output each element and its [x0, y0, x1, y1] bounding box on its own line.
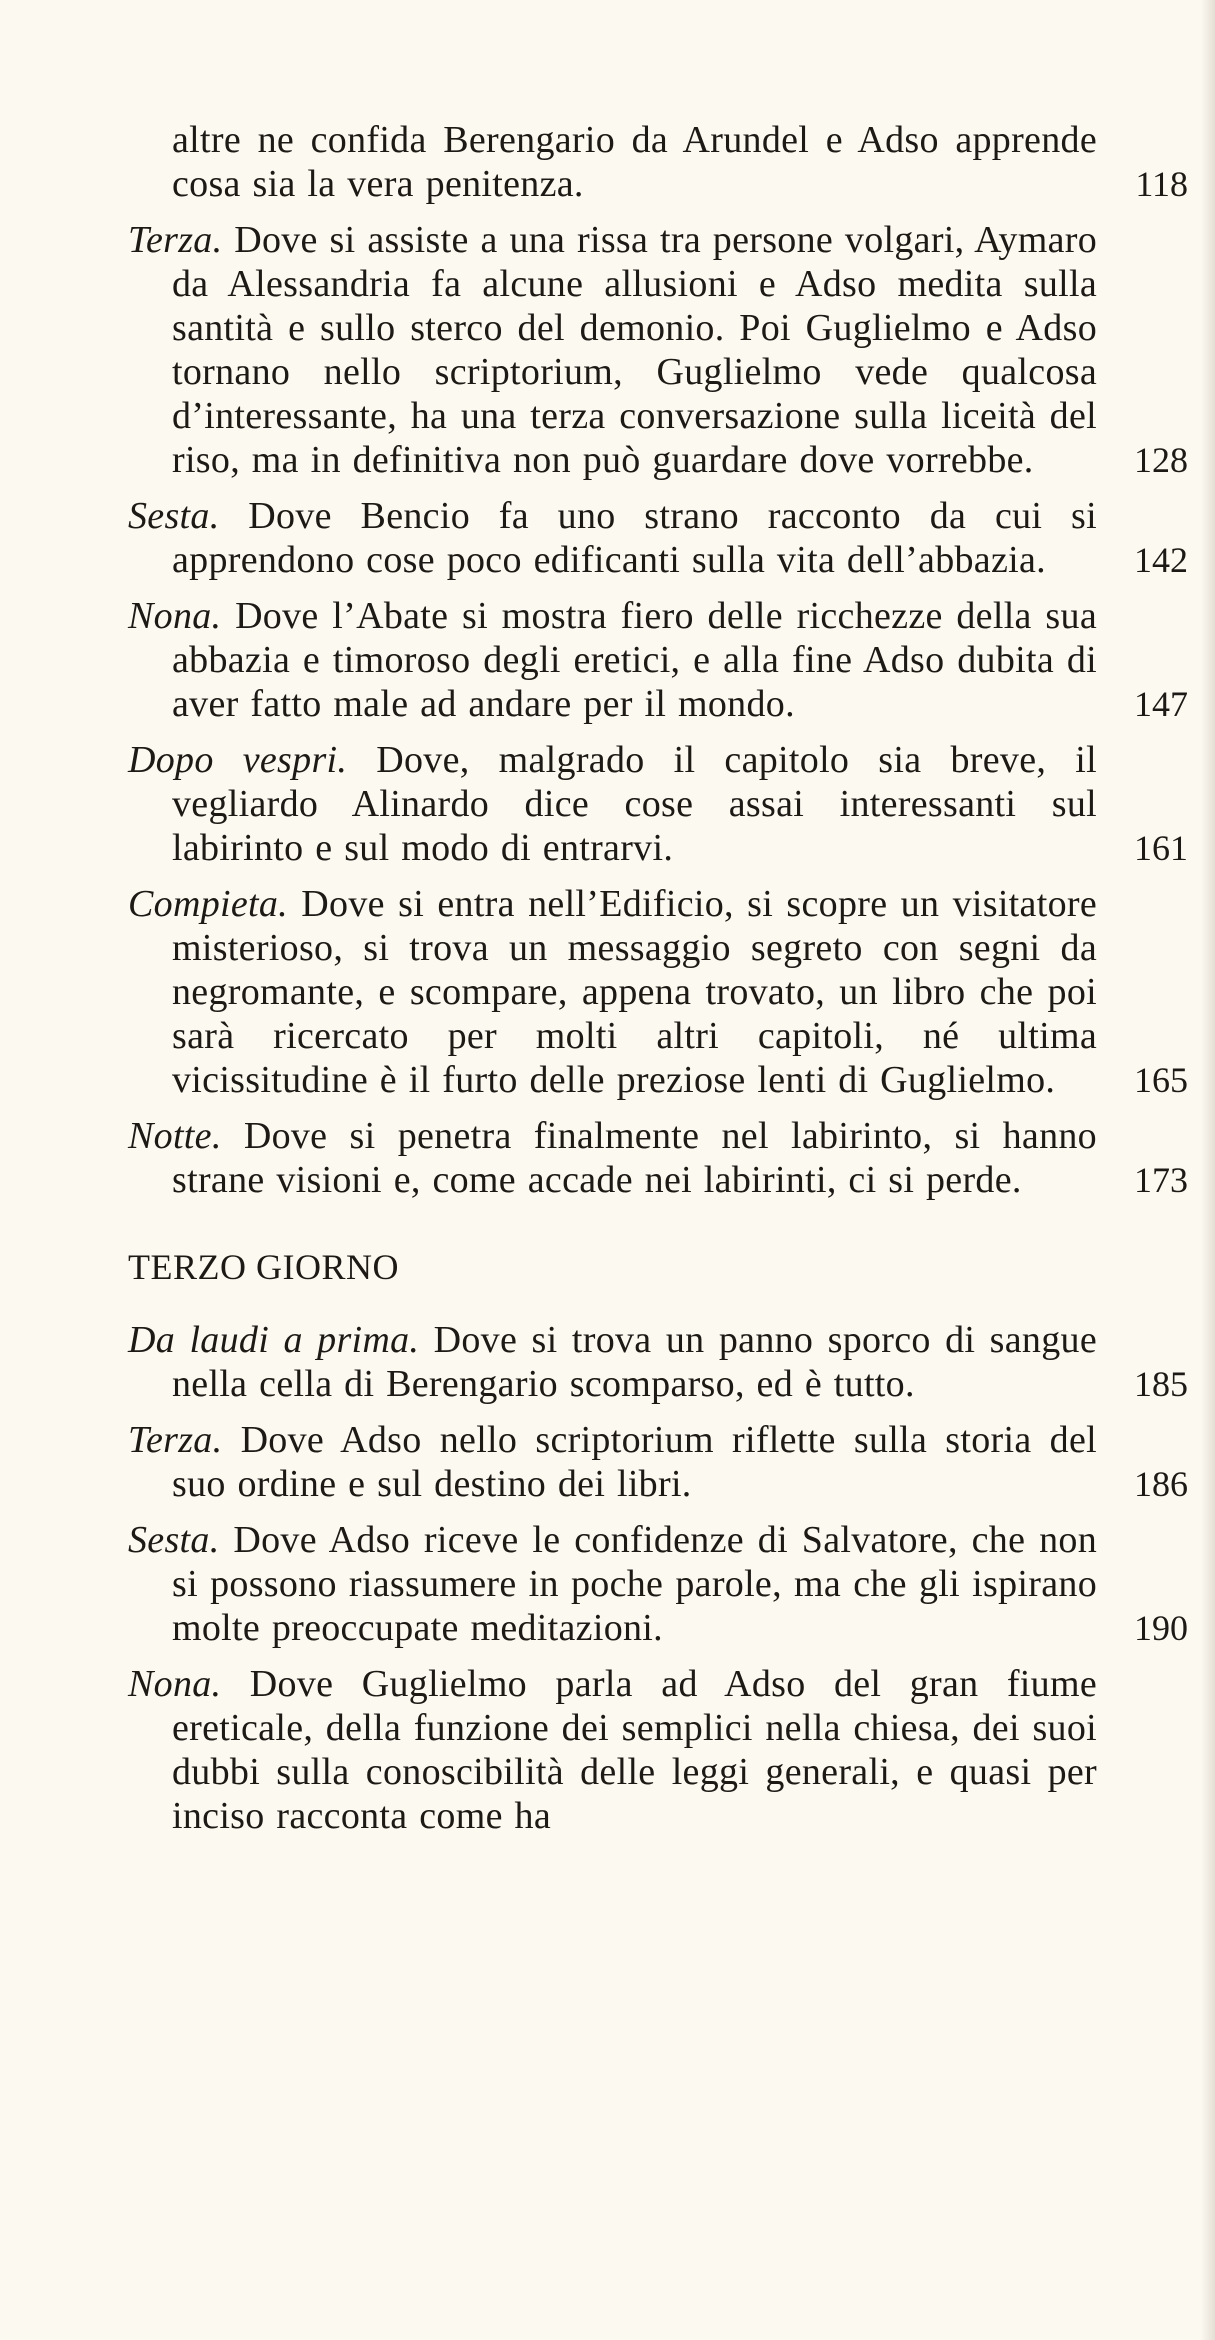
- page-number: 190: [1134, 1608, 1188, 1648]
- page-number: 128: [1134, 440, 1188, 480]
- toc-entry: [128, 118, 1188, 206]
- canonical-hour-label: Notte.: [128, 1115, 222, 1157]
- page-number: 173: [1134, 1160, 1188, 1200]
- toc-entry-text: [128, 118, 1097, 206]
- toc-entry: [128, 1662, 1188, 1838]
- toc-entry: [128, 1114, 1188, 1202]
- toc-entry-text: [128, 494, 1097, 582]
- chapter-description: Dove Adso nello scriptorium riflette sulla storia del suo ordine e sul destino dei libri.: [172, 1419, 1097, 1505]
- canonical-hour-label: Terza.: [128, 219, 223, 261]
- toc-entry: [128, 494, 1188, 582]
- toc-entry: [128, 1518, 1188, 1650]
- toc-entry: [128, 218, 1188, 482]
- canonical-hour-label: Compieta.: [128, 883, 288, 925]
- toc-entry-text: [128, 1662, 1097, 1838]
- page-number: 142: [1134, 540, 1188, 580]
- page-number: 185: [1134, 1364, 1188, 1404]
- toc-entry-text: [128, 1418, 1097, 1506]
- toc-entry-text: [128, 1318, 1097, 1406]
- toc-entry-text: [128, 218, 1097, 482]
- toc-entry: [128, 1418, 1188, 1506]
- chapter-description: Dove si trova un panno sporco di sangue nella cella di Berengario scomparso, ed è tutto.: [172, 1319, 1097, 1405]
- toc-entry-text: [128, 1114, 1097, 1202]
- page-number: 118: [1135, 164, 1188, 204]
- page-edge-shadow: [1201, 0, 1215, 2340]
- chapter-description: Dove l’Abate si mostra fiero delle ricchezze della sua abbazia e timoroso degli eretici, e alla fine Adso dubita di aver fatto male ad andare per il mondo.: [172, 595, 1097, 725]
- chapter-description: Dove Adso riceve le confidenze di Salvatore, che non si possono riassumere in poche parole, ma che gli ispirano molte preoccupate meditazioni.: [172, 1519, 1097, 1649]
- toc-entry-text: [128, 1518, 1097, 1650]
- page-number: 165: [1134, 1060, 1188, 1100]
- page-number: 147: [1134, 684, 1188, 724]
- toc-entry: [128, 882, 1188, 1102]
- page-number: 186: [1134, 1464, 1188, 1504]
- canonical-hour-label: Nona.: [128, 1663, 222, 1705]
- toc-entry-text: [128, 738, 1097, 870]
- toc-entry: [128, 1318, 1188, 1406]
- chapter-description: Dove, malgrado il capitolo sia breve, il vegliardo Alinardo dice cose assai interessanti sul labirinto e sul modo di entrarvi.: [172, 739, 1097, 869]
- toc-entry: [128, 594, 1188, 726]
- toc-section-third-day: [128, 1318, 1188, 1838]
- section-heading: TERZO GIORNO: [128, 1247, 399, 1287]
- chapter-description: Dove Guglielmo parla ad Adso del gran fiume ereticale, della funzione dei semplici nella chiesa, dei suoi dubbi sulla conoscibilità delle leggi generali, e quasi per inciso racconta come ha: [172, 1663, 1097, 1837]
- canonical-hour-label: Sesta.: [128, 1519, 220, 1561]
- canonical-hour-label: Dopo vespri.: [128, 739, 348, 781]
- page-number: 161: [1134, 828, 1188, 868]
- toc-section-second-day-continued: [128, 118, 1188, 1202]
- canonical-hour-label: Nona.: [128, 595, 222, 637]
- canonical-hour-label: Terza.: [128, 1419, 223, 1461]
- chapter-description: altre ne confida Berengario da Arundel e Adso apprende cosa sia la vera penitenza.: [172, 119, 1097, 205]
- canonical-hour-label: Da laudi a prima.: [128, 1319, 420, 1361]
- chapter-description: Dove si penetra finalmente nel labirinto, si hanno strane visioni e, come accade nei labirinti, ci si perde.: [172, 1115, 1097, 1201]
- toc-entry-text: [128, 594, 1097, 726]
- chapter-description: Dove Bencio fa uno strano racconto da cui si apprendono cose poco edificanti sulla vita dell’abbazia.: [172, 495, 1097, 581]
- canonical-hour-label: Sesta.: [128, 495, 220, 537]
- table-of-contents-page: [128, 118, 1188, 1850]
- chapter-description: Dove si entra nell’Edificio, si scopre un visitatore misterioso, si trova un messaggio segreto con segni da negromante, e scompare, appena trovato, un libro che poi sarà ricercato per molti altri capitoli, né ultima vicissitudine è il furto delle preziose lenti di Guglielmo.: [172, 883, 1097, 1101]
- toc-entry-text: [128, 882, 1097, 1102]
- toc-entry: [128, 738, 1188, 870]
- chapter-description: Dove si assiste a una rissa tra persone volgari, Aymaro da Alessandria fa alcune allusioni e Adso medita sulla santità e sullo sterco del demonio. Poi Guglielmo e Adso tornano nello scriptorium, Guglielmo vede qualcosa d’interessante, ha una terza conversazione sulla liceità del riso, ma in definitiva non può guardare dove vorrebbe.: [172, 219, 1097, 481]
